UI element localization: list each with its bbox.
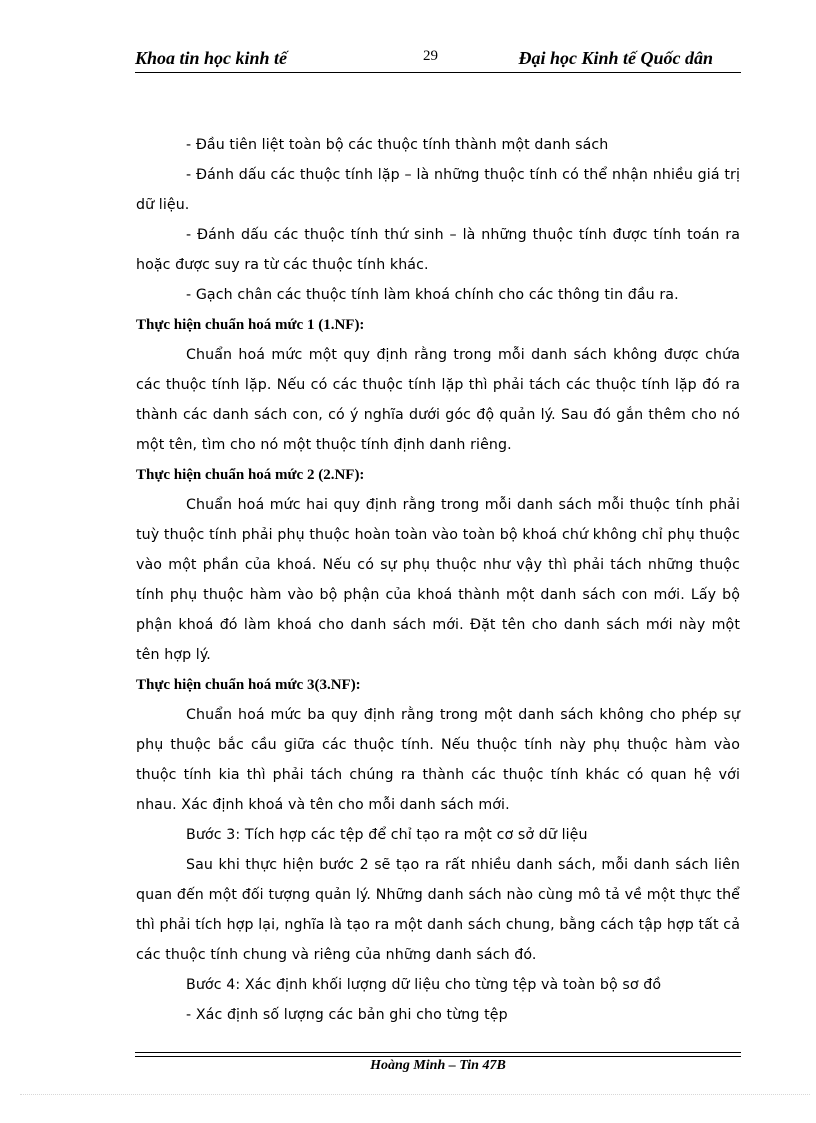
- footer-author: Hoàng Minh – Tin 47B: [370, 1058, 506, 1073]
- page-number: 29: [423, 48, 438, 64]
- paragraph: Chuẩn hoá mức ba quy định rằng trong một danh sách không cho phép sự phụ thuộc bắc cầu giữa các thuộc tính. Nếu thuộc tính này phụ thuộc hàm vào thuộc tính kia thì phải tách chúng ra thành các thuộc tính khác có quan hệ với nhau. Xác định khoá và tên cho mỗi danh sách mới.: [136, 707, 740, 813]
- paragraph: Bước 4: Xác định khối lượng dữ liệu cho từng tệp và toàn bộ sơ đồ: [186, 977, 662, 993]
- paragraph: Chuẩn hoá mức hai quy định rằng trong mỗi danh sách mỗi thuộc tính phải tuỳ thuộc tính phải phụ thuộc hoàn toàn vào toàn bộ khoá chứ không chỉ phụ thuộc vào một phần của khoá. Nếu có sự phụ thuộc như vậy thì phải tách những thuộc tính phụ thuộc hàm vào bộ phận của khoá thành một danh sách con mới. Lấy bộ phận khoá đó làm khoá cho danh sách mới. Đặt tên cho danh sách mới này một tên hợp lý.: [136, 497, 740, 663]
- paragraph: - Đầu tiên liệt toàn bộ các thuộc tính thành một danh sách: [186, 137, 609, 153]
- header-faculty: Khoa tin học kinh tế: [135, 48, 288, 68]
- paragraph: - Xác định số lượng các bản ghi cho từng tệp: [186, 1007, 508, 1023]
- page-header: [135, 48, 741, 72]
- page-body: [136, 130, 740, 1030]
- paragraph: Bước 3: Tích hợp các tệp để chỉ tạo ra một cơ sở dữ liệu: [186, 827, 588, 843]
- page-bottom-edge: [20, 1094, 810, 1095]
- section-heading: Thực hiện chuẩn hoá mức 2 (2.NF):: [136, 467, 365, 483]
- section-heading: Thực hiện chuẩn hoá mức 1 (1.NF):: [136, 317, 365, 333]
- footer-divider: [135, 1052, 741, 1053]
- section-heading: Thực hiện chuẩn hoá mức 3(3.NF):: [136, 677, 361, 693]
- paragraph: - Đánh dấu các thuộc tính lặp – là những thuộc tính có thể nhận nhiều giá trị dữ liệu.: [136, 167, 740, 213]
- paragraph: Sau khi thực hiện bước 2 sẽ tạo ra rất nhiều danh sách, mỗi danh sách liên quan đến một đối tượng quản lý. Những danh sách nào cùng mô tả về một thực thể thì phải tích hợp lại, nghĩa là tạo ra một danh sách chung, bằng cách tập hợp tất cả các thuộc tính chung và riêng của những danh sách đó.: [136, 857, 740, 963]
- paragraph: - Gạch chân các thuộc tính làm khoá chính cho các thông tin đầu ra.: [186, 287, 679, 303]
- header-divider: [135, 72, 741, 73]
- header-university: Đại học Kinh tế Quốc dân: [518, 48, 713, 68]
- paragraph: - Đánh dấu các thuộc tính thứ sinh – là những thuộc tính được tính toán ra hoặc được suy ra từ các thuộc tính khác.: [136, 227, 740, 273]
- footer-divider-thin: [135, 1056, 741, 1057]
- paragraph: Chuẩn hoá mức một quy định rằng trong mỗi danh sách không được chứa các thuộc tính lặp. Nếu có các thuộc tính lặp thì phải tách các thuộc tính lặp đó ra thành các danh sách con, có ý nghĩa dưới góc độ quản lý. Sau đó gắn thêm cho nó một tên, tìm cho nó một thuộc tính định danh riêng.: [136, 347, 740, 453]
